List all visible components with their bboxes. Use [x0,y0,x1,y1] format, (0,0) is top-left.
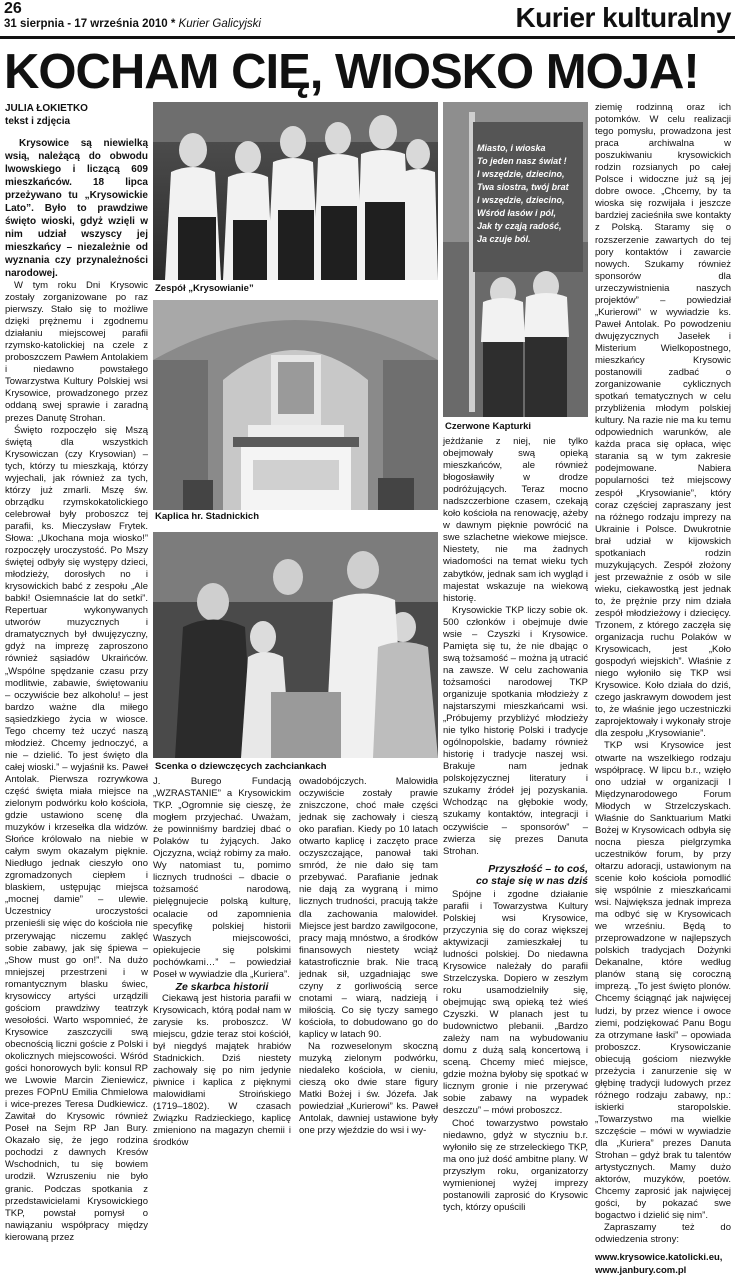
subheading [443,863,588,887]
column-3 [299,776,438,1137]
photo-ensemble [153,102,438,280]
photo-chapel [153,300,438,510]
photo-chapel-image [153,300,438,510]
photo-scene-image [153,532,438,758]
subheading-line: Przyszłość – to coś, [488,862,588,875]
dateline-separator: * [167,18,179,30]
body-paragraph: Na rozweselonym skoczną muzyką zielonym podwórku, niedaleko kościoła, w cieniu, cieszą oko dwie stare figury Matki Bożej i św. Józefa. Jak powiedział „Kurierowi” ks. Paweł Antolak, dawniej ustawione były one przy wjeździe do wsi i wy- [299,1041,438,1137]
body-paragraph: W tym roku Dni Krysowic zostały zorganizowane po raz pierwszy. Stało się to możliwe dzięki prężnemu i zgodnemu działaniu miejscowej parafii rzymsko-katolickiej na czele z proboszczem Pawłem Antolakiem i niedawno powstałego Towarzystwa Kultury Polskiej wsi Krysowice, prowadzonego przez oddaną swej sprawie i zaradną prezes Danutę Strohan. [5,280,148,424]
body-paragraph: Ciekawą jest historia parafii w Krysowicach, którą podał nam w zarysie ks. proboszcz. W miejscu, gdzie teraz stoi kościół, był niegdyś majątek hrabiów Stadnickich. Dziś niestety zachowały się po nim jedynie piwnice i kaplica z pięknymi malowidłami Stroińskiego (1719–1802). W czasach Związku Radzieckiego, kaplicę zmieniono na magazyn chemii i środków [153,992,291,1149]
dateline [4,18,261,30]
body-paragraph: Święto rozpoczęło się Mszą świętą dla wszystkich Krysowiczan (czy Krysowian) – tych, którzy tu mieszkają, którzy wyjechali, jak również za tych, którzy już zmarli. Mszę św. obrządku rzymskokatolickiego celebrował były proboszcz tej parafii, ks. Mieczysław Frytek. Słowa: „Ukochana moja wiosko!” rozpoczęły uroczystość. Po Mszy świętej odbyły się występy dzieci, młodzieży, dorosłych no i krysowickich babć z zespołu „Ale babki! Osiemnaście lat do setki”. Repertuar wykonywanych utworów muzycznych i dramatycznych był dwujęzyczny, gdyż na imprezę zaproszono również sąsiadów Ukraińców. „Wspólne spędzanie czasu przy modlitwie, zabawie, świętowaniu – oczywiście bez alkoholu! – jest bardzo ważne dla miłego sąsiedzkiego życia w wiosce. Tego chcemy też uczyć naszą młodzież. Chcemy jednoczyć, a nie – dzielić. To jest święto dla całej wioski.” – wyjaśnił ks. Paweł Antolak. Pierwsza rozrywkowa część święta miała miejsce na zielonym podwórku koło kościoła, gdzie ustawiono scenę dla muzyków i krzesełka dla widzów. Słońce królowało na niebie w całym swym okazałym pięknie. Niedługo jednak cieszyło ono zgromadzonych ciepłem i blaskiem, ustępując miejsca „mocnej damie” – ulewie. Uczestnicy uroczystości przenieśli się więc do kościoła nie przerywając niczemu zaklęć sobie zabawy, jak się śpiewa – „Show must go on!”. Na dużo mniejszej przestrzeni i w romantycznym blasku świec, krysowiccy artyści urządzili gościom prawdziwy teatrzyk wesołości. Warto wspomnieć, że Krysowice zaszczycili swą obecnością liczni goście z Polski i okolicznych miejscowości. Wśród gości honorowych byli: konsul RP we Lwowie Marcin Zieniewicz, prezes FOPnU Emilia Chmielowa i wice-prezes Teresa Dudkiewicz. Zawitał do Krysowic również Poseł na Sejm RP Jan Bury. Okazało się, że jego rodzina pochodzi z dawnych Kresów Wschodnich, tu się bowiem urodził. Wzruszeniu nie było granic. Podczas spotkania z przedstawicielami Krysowickiego TKP, powstał pomysł o nawiązaniu współpracy między kierowaną przez [5,424,148,1243]
body-paragraph: Krysowickie TKP liczy sobie ok. 500 członków i obejmuje dwie wsie – Czyszki i Krysowice. Pamięta się tu, że nie dbając o swą tożsamość – można ją utracić na zawsze. W celu zachowania tożsamości narodowej TKP organizuje spotkania młodzieży z najstarszymi mieszkańcami wsi. „Próbujemy przybliżyć młodzieży nie tylko historię Polski i tradycje ogólnopolskie, badamy również historię i tradycje naszej wsi. Brakuje nam jednak polskojęzycznej literatury i szukamy źródeł jej pozyskania. Wchodząc na głębokie wody, szukamy kontaktów, integracji i oczywiście – sponsorów” – zwierza się prezes Danuta Strohan. [443,604,588,857]
headline: KOCHAM CIĘ, WIOSKO MOJA! [4,45,699,99]
column-2 [153,776,291,1149]
body-paragraph: J. Burego Fundacją „WZRASTANIE” a Krysowickim TKP. „Ogromnie się cieszę, że mogłem przyjechać. Uważam, że powinniśmy bardziej dbać o Polaków tu żyjących. Jako Ojczyzna, wciąż robimy za mało. Wy natomiast tu, pomimo licznych trudności – dbacie o tożsamość narodową, pielęgnujecie polską kulturę, ocalacie od zapomnienia specyfikę polskiej historii Waszych miejscowości, opiekujecie się polskimi pochówkami…” – powiedział Poseł w wywiadzie dla „Kuriera”. [153,776,291,980]
body-paragraph: Choć towarzystwo powstało niedawno, gdyż w styczniu b.r. wyłoniło się ze strzeleckiego TKP, ma ono już dość ambitne plany. W przyszłym roku, organizatorzy wymienionej wyżej imprezy postanowili zaprosić do Krysowic tych, którzy opuścili [443,1117,588,1213]
banner-line: Wśród łasów i pól, [477,208,557,218]
body-paragraph: jeżdżanie z niej, nie tylko obejmowały swą opieką mieszkańców, ale również błogosławiły w drodze podróżujących. Teraz mocno nadszczerbione czasem, czekają koło kościoła na renowację, ażeby w dawnym pięknie powrócić na swe szlachetne wiekowe miejsce. Niestety, nie ma żadnych wiadomości na temat wieku tych zabytków, jednak sam ich wygląd i majestat wskazuje na wiekową historię. [443,436,588,604]
banner-line: Twa siostra, twój brat [477,182,569,192]
banner-line: Miasto, i wioska [477,143,546,153]
footer-links[interactable]: www.krysowice.katolicki.eu, www.janbury.com.pl [595,1252,723,1276]
issue-date: 31 sierpnia - 17 września 2010 [4,18,168,30]
photo-caption: Zespół „Krysowianie” [155,283,254,294]
section-title: Kurier kulturalny [515,2,731,33]
banner-text [477,142,585,246]
page-number: 26 [4,0,22,17]
photo-caption: Scenka o dziewczęcych zachciankach [155,761,327,772]
column-1 [5,102,148,1243]
author-name: JULIA ŁOKIETKO [5,103,88,114]
body-paragraph: Zapraszamy też do odwiedzenia strony: [595,1222,731,1246]
banner-line: Jak ty cząją radość, [477,221,562,231]
body-paragraph: owadobójczych. Malowidła oczywiście zostały prawie zniszczone, choć małe części jednak się zachowały i cieszą oko parafian. Kiedy po 10 latach otwarto kaplicę i zaczęto prace oczyszczające, panował taki smród, że nie dało się tam przebywać. Parafianie jednak nie dają za wygraną i mimo licznych trudności, pracują także dla zachowania malowideł. Miejsce jest bardzo zawilgocone, pracy mają mnóstwo, a środków finansowych niestety wciąż katastroficznie brak. Nie tracą jednak sił, uzgadniając swe czyny z gorliwością serce cnotami – wiarą, nadzieją i miłością. Co się tyczy samego kościoła, to dobudowano go do kaplicy w latach 90. [299,776,438,1040]
photo-scene [153,532,438,758]
body-paragraph: ziemię rodzinną oraz ich potomków. W celu realizacji tego pomysłu, prowadzona jest praca archiwalna w poszukiwaniu krysowickich rodzin rozsianych po całej Polsce i widoczne już są jej dobre owoce. „Chcemy, by ta wioska się rozwijała i jeszcze bardziej zacieśniła swe kontakty z Polską. Staramy się o rozszerzenie zawartych do tej pory kontaktów i zawarcie nowych. Szukamy również sponsorów dla urzeczywistnienia naszych projektów” – powiedział „Kurierowi” w wywiadzie ks. Paweł Antolak. Po powodzeniu dwujęzycznych Jasełek i Misterium Wielkopostnego, mieszkańcy Krysowic postanowili zadbać o zorganizowanie cyklicznych spotkań tematycznych w celu przybliżenia młodym polskiej kultury. Na razie nie ma ku temu odpowiednich warunków, ale każda praca się opłaca, więc starania są w tym zakresie podejmowane. Nabiera popularności też miejscowy zespół „Krysowianie”, który coraz częściej zapraszany jest na różnego rodzaju imprezy na Ukrainie i Polsce. Dwukrotnie brał udział w kijowskich spotkaniach rodzin muzykujących. Zespół złożony jest przeważnie z osób w sile wieku, ciekawostką jest jednak to, że prężnie przy nim działa zespół młodzieżowy i dziecięcy. Trzonem, z którego zaczęła się organizacja ruchu Polaków w Krysowicach, jest „Koło gospodyń wiejskich”. Właśnie z niego wyłoniło się TKP wsi Krysowice. Koło działa do dziś, czego jaskrawym dowodem jest to, że właśnie jego uczestniczki zaprojektowały i wykonały stroje dla zespołu „Krysowianie”. [595,102,731,740]
author-note: tekst i zdjęcia [5,116,71,127]
photo-caption: Kaplica hr. Stadnickich [155,511,260,522]
photo-ensemble-image [153,102,438,280]
header-rule [0,36,735,39]
banner-line: I wszędzie, dziecino, [477,169,565,179]
column-4 [443,436,588,1213]
subheading: Ze skarbca historii [175,980,269,993]
body-paragraph: Spójne i zgodne działanie parafii i Towarzystwa Kultury Polskiej wsi Krysowice, przyczynia się do coraz większej aktywizacji zamieszkałej tu ludności polskiej. Do niedawna Krysowice należały do parafii Strzelczyska. Dopiero w zeszłym roku usamodzielniły się, obejmując swą opieką też wieś Czyszki. W planach jest tu budownictwo plebanii. „Bardzo zależy nam na wybudowaniu domu z dużą salą koncertową i sceną. Chcemy mieć miejsce, gdzie można byłoby się spotkać w licznym gronie i nie przerywać sobie zabawy na wypadek deszczu” – mówi proboszcz. [443,888,588,1117]
banner-line: I wszędzie, dziecino, [477,195,565,205]
column-5 [595,102,731,1276]
photo-red-riding-hoods [443,102,588,417]
paper-name: Kurier Galicyjski [178,18,261,30]
photo-caption: Czerwone Kapturki [445,421,532,432]
body-paragraph: TKP wsi Krysowice jest otwarte na wszelkiego rodzaju współpracę. W lipcu b.r., wzięło ono udział w organizacji I Międzynarodowego Forum Młodych w Strzelczyskach. Właśnie do Sanktuarium Matki Bożej w Krysowicach odbyła się nocna piesza pielgrzymka uczestników forum, by przy ołtarzu adoracji, ustawionym na scenie koło kościoła pomodlić się wspólnie z mieszkańcami wsi. Największa jednak impreza ma odbyć się w Krysowicach we wrześniu. Będą to przeprowadzone w najlepszych polskich tradycjach Dożynki Dekanalne, które według planów staną się coroczną imprezą. „To jest święto plonów. Chcemy ściągnąć jak najwięcej ludzi, by przez wience i owoce ziemi, podziękować Panu Bogu za otrzymane łaski” – opowiada proboszcz. Krysowiczanie obiecują gościom niezwykłe przeżycia i zanurzenie się w głębinę tradycji ludowych przez różnego rodzaju zabawy, np.: iskierki staropolskie. „Towarzystwo ma wielkie szczęście – mówi w wywiadzie dla „Kuriera” prezes Danuta Strohan – gdyż brak tu talentów artystycznych. Mamy dużo aktorów, muzyków, poetów. Chcemy zaprosić jak najwięcej gości, by pokazać swe bogactwo i dzielić się nim”. [595,740,731,1222]
subheading-line: co staje się w nas dziś [475,874,588,887]
lead-paragraph: Krysowice są niewielką wsią, należącą do obwodu lwowskiego i liczącą 609 mieszkańców. 18 lipca przeżywano tu „Krysowickie Lato”. Było to prawdziwe święto wioski, gdyż wzięli w nim udział wszyscy jej mieszkańcy – niezależnie od wyznania czy przynależności narodowej. [5,138,148,279]
banner-line: Ja czuje ból. [477,234,531,244]
banner-line: To jeden nasz świat ! [477,156,567,166]
